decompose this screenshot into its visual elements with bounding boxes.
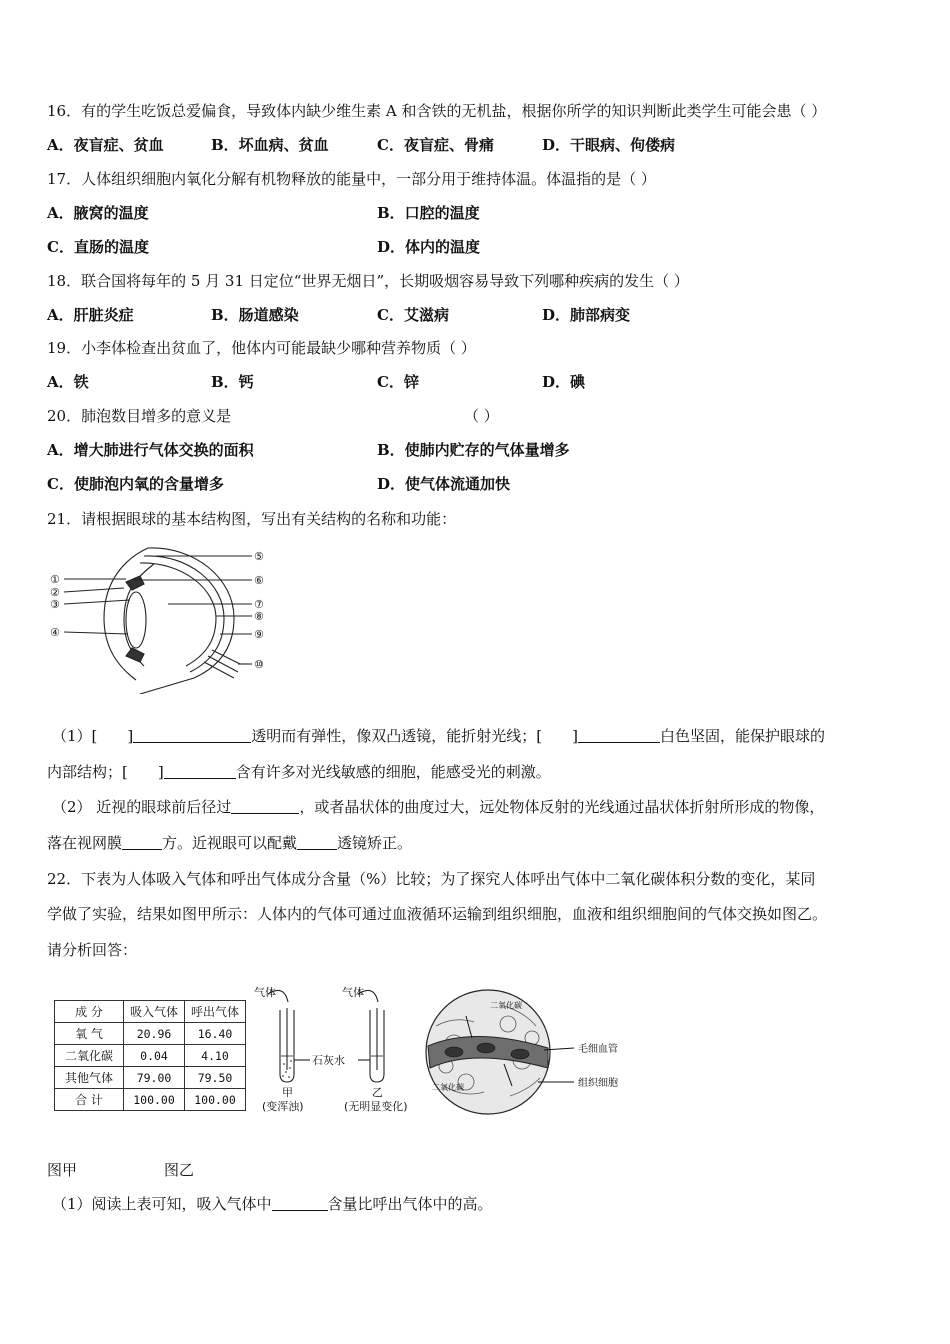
q18-stem: 18．联合国将每年的 5 月 31 日定位“世界无烟日”，长期吸烟容易导致下列哪种疾病的发生（ ） (47, 272, 689, 290)
q16-option-a[interactable]: A．夜盲症、贫血 (47, 136, 164, 154)
eye-label-9: ⑨ (254, 628, 264, 641)
figure-b-caption: 图乙 (164, 1161, 195, 1179)
tube-b-label: 乙 (372, 1086, 383, 1099)
capillary-figure (424, 986, 644, 1120)
table-cell: 其他气体 (55, 1067, 124, 1089)
q17-stem: 17．人体组织细胞内氧化分解有机物释放的能量中，一部分用于维持体温。体温指的是（ ） (47, 170, 656, 188)
table-cell: 16.40 (185, 1023, 246, 1045)
q21-text: 落在视网膜 (47, 834, 123, 852)
q17-option-c[interactable]: C．直肠的温度 (47, 238, 149, 256)
q20-stem: 20．肺泡数目增多的意义是 (47, 407, 232, 425)
q21-sub1-line1 (52, 726, 825, 746)
q16-option-b[interactable]: B．坏血病、贫血 (211, 136, 329, 154)
q21-sub2-line2 (47, 833, 412, 853)
q20-option-a[interactable]: A．增大肺进行气体交换的面积 (47, 441, 254, 459)
q21-sub1-line2 (47, 762, 551, 782)
co2-label-top: 二氧化碳 (490, 1001, 522, 1010)
q21-sub2-line1 (52, 797, 824, 817)
q21-stem: 21．请根据眼球的基本结构图，写出有关结构的名称和功能： (47, 510, 457, 528)
q19-option-d[interactable]: D．碘 (542, 373, 586, 391)
table-row (55, 1023, 246, 1045)
tissue-cell-label: 组织细胞 (578, 1078, 618, 1089)
eye-label-6: ⑥ (254, 574, 264, 587)
q21-text: 透明而有弹性，像双凸透镜，能折射光线；[ (251, 727, 543, 745)
table-row (55, 1067, 246, 1089)
answer-blank[interactable] (272, 1194, 328, 1211)
q20-option-c[interactable]: C．使肺泡内氧的含量增多 (47, 475, 224, 493)
eye-label-2: ② (50, 586, 60, 599)
answer-blank[interactable] (231, 797, 299, 814)
q22-stem-2: 学做了实验，结果如图甲所示：人体内的气体可通过血液循环运输到组织细胞，血液和组织细胞间的气体交换如图乙。 (47, 905, 828, 923)
q18-option-b[interactable]: B．肠道感染 (211, 306, 299, 324)
answer-blank[interactable] (164, 762, 236, 779)
q19-option-c[interactable]: C．锌 (377, 373, 419, 391)
table-cell: 20.96 (124, 1023, 185, 1045)
q17-option-b[interactable]: B．口腔的温度 (377, 204, 480, 222)
q18-option-d[interactable]: D．肺部病变 (542, 306, 631, 324)
test-tube-figure (250, 986, 430, 1116)
table-header-cell: 呼出气体 (185, 1001, 246, 1023)
answer-blank[interactable] (297, 833, 337, 850)
tube-a-note: (变浑浊) (262, 1100, 304, 1113)
tube-a-label: 甲 (282, 1086, 293, 1099)
q21-text: ，或者晶状体的曲度过大，远处物体反射的光线通过晶状体折射所形成的物像， (299, 798, 825, 816)
table-cell: 二氧化碳 (55, 1045, 124, 1067)
q22-text: （1）阅读上表可知，吸入气体中 (52, 1195, 272, 1213)
tube-b-note: (无明显变化) (344, 1100, 408, 1113)
limewater-label: 石灰水 (312, 1054, 345, 1067)
q16-option-c[interactable]: C．夜盲症、骨痛 (377, 136, 494, 154)
q17-option-d[interactable]: D．体内的温度 (377, 238, 481, 256)
q16-option-d[interactable]: D．干眼病、佝偻病 (542, 136, 676, 154)
table-cell: 79.00 (124, 1067, 185, 1089)
tube-gas-label-a: 气体 (254, 986, 276, 999)
q20-option-b[interactable]: B．使肺内贮存的气体量增多 (377, 441, 570, 459)
gas-composition-table (54, 1000, 246, 1111)
eye-label-7: ⑦ (254, 598, 264, 611)
q22-stem-1: 22．下表为人体吸入气体和呼出气体成分含量（%）比较；为了探究人体呼出气体中二氧化碳体积分数的变化，某同 (47, 870, 816, 888)
table-cell: 100.00 (185, 1089, 246, 1111)
eye-label-1: ① (50, 573, 60, 586)
q20-option-d[interactable]: D．使气体流通加快 (377, 475, 511, 493)
answer-blank[interactable] (578, 726, 660, 743)
q20-answer-bracket: （ ） (464, 407, 499, 425)
q22-sub1 (52, 1194, 493, 1214)
q16-stem: 16．有的学生吃饭总爱偏食，导致体内缺少维生素 A 和含铁的无机盐，根据你所学的知识判断此类学生可能会患（ ） (47, 102, 827, 120)
q19-option-a[interactable]: A．铁 (47, 373, 89, 391)
q22-text: 含量比呼出气体中的高。 (327, 1195, 493, 1213)
table-row (55, 1045, 246, 1067)
q19-option-b[interactable]: B．钙 (211, 373, 254, 391)
eye-label-5: ⑤ (254, 550, 264, 563)
table-cell: 0.04 (124, 1045, 185, 1067)
eye-label-4: ④ (50, 626, 60, 639)
q18-option-c[interactable]: C．艾滋病 (377, 306, 449, 324)
q21-text: 含有许多对光线敏感的细胞，能感受光的刺激。 (235, 763, 551, 781)
capillary-label: 毛细血管 (578, 1044, 618, 1055)
answer-blank[interactable] (133, 726, 251, 743)
table-cell: 79.50 (185, 1067, 246, 1089)
q21-text: ] (127, 727, 134, 745)
q17-option-a[interactable]: A．腋窝的温度 (47, 204, 149, 222)
table-row (55, 1089, 246, 1111)
eye-label-3: ③ (50, 598, 60, 611)
eye-label-8: ⑧ (254, 610, 264, 623)
q21-text: 内部结构；[ (47, 763, 128, 781)
table-cell: 氧 气 (55, 1023, 124, 1045)
table-cell: 合 计 (55, 1089, 124, 1111)
q21-text: 透镜矫正。 (337, 834, 413, 852)
tube-gas-label-b: 气体 (342, 986, 364, 999)
q18-option-a[interactable]: A．肝脏炎症 (47, 306, 134, 324)
eye-diagram (44, 538, 280, 694)
co2-label-bottom: 二氧化碳 (432, 1083, 464, 1092)
q21-text: 白色坚固，能保护眼球的 (659, 727, 825, 745)
q19-stem: 19．小李体检查出贫血了，他体内可能最缺少哪种营养物质（ ） (47, 339, 476, 357)
q22-stem-3: 请分析回答： (47, 941, 138, 959)
table-cell: 100.00 (124, 1089, 185, 1111)
q21-text: （2） 近视的眼球前后径过 (52, 798, 232, 816)
table-header-row (55, 1001, 246, 1023)
q21-text: （1）[ (52, 727, 98, 745)
table-header-cell: 成 分 (55, 1001, 124, 1023)
q21-text: 方。近视眼可以配戴 (162, 834, 298, 852)
table-cell: 4.10 (185, 1045, 246, 1067)
eye-label-10: ⑩ (254, 658, 264, 671)
figure-a-caption: 图甲 (47, 1161, 78, 1179)
table-header-cell: 吸入气体 (124, 1001, 185, 1023)
q21-text: ] (572, 727, 578, 745)
answer-blank[interactable] (122, 833, 162, 850)
q21-text: ] (157, 763, 164, 781)
